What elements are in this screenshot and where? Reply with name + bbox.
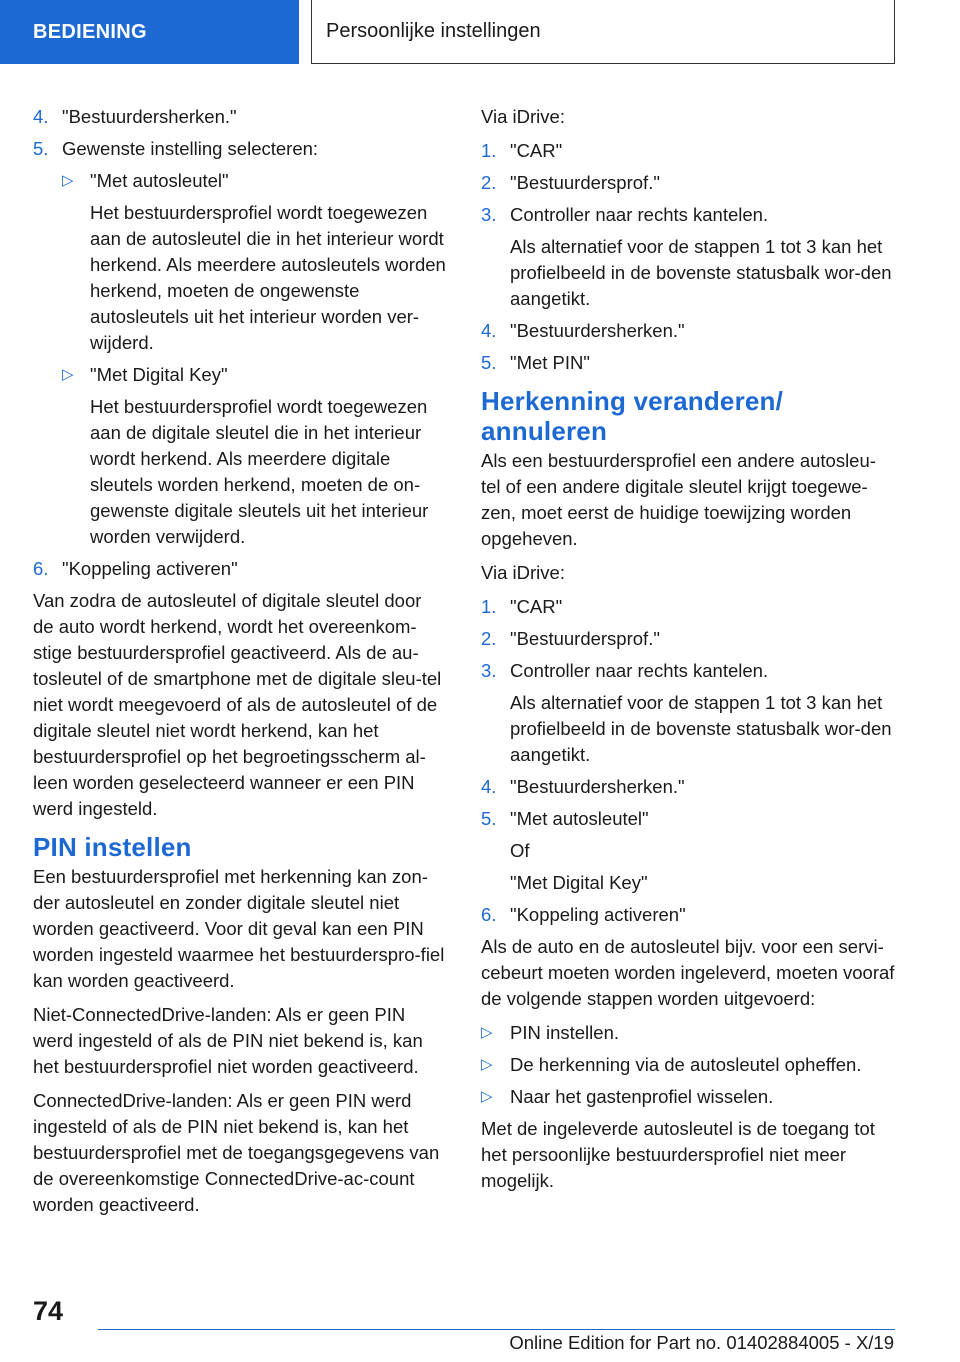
bullet-text: PIN instellen. [510,1022,619,1043]
footer-edition: Online Edition for Part no. 01402884005 - X/19 [509,1332,894,1353]
step-text: "Koppeling activeren" [510,904,686,925]
step-text: Controller naar rechts kantelen. [510,660,769,681]
triangle-right-icon: ▷ [481,1088,493,1105]
list-item [481,350,895,376]
section-heading: PIN instellen [33,832,192,862]
step-number: 2. [481,628,497,649]
footer-divider [98,1329,895,1330]
paragraph: Als de auto en de autosleutel bijv. voor een servi-cebeurt moeten worden ingeleverd, moeten vooraf de volgende stappen worden uitgevoerd: [481,936,895,1009]
paragraph: Niet-ConnectedDrive-landen: Als er geen PIN werd ingesteld of als de PIN niet bekend is, kan het bestuurdersprofiel niet worden geactiveerd. [33,1004,423,1077]
step-description: Als alternatief voor de stappen 1 tot 3 kan het profielbeeld in de bovenste statusbalk wor-den aangetikt. [510,692,892,765]
paragraph: Als een bestuurdersprofiel een andere autosleu-tel of een andere digitale sleutel krijgt toegewe-zen, moet eerst de huidige toewijzing worden opgeheven. [481,450,876,549]
paragraph: Met de ingeleverde autosleutel is de toegang tot het persoonlijke bestuurdersprofiel niet meer mogelijk. [481,1118,875,1191]
list-item [33,136,446,162]
step-number: 5. [481,352,497,373]
list-item [481,202,895,228]
bullet-item [481,1052,895,1078]
paragraph: Via iDrive: [481,106,565,127]
list-item [481,806,895,832]
section-label: BEDIENING [33,20,147,43]
step-number: 4. [33,106,49,127]
step-text: "Met PIN" [510,352,590,373]
step-text: "Bestuurdersprof." [510,172,660,193]
step-number: 4. [481,320,497,341]
list-item [33,556,446,582]
step-number: 6. [481,904,497,925]
step-or-text: Of [510,840,530,861]
triangle-right-icon: ▷ [62,366,74,383]
list-item [33,104,446,130]
bullet-item [33,168,446,194]
step-number: 2. [481,172,497,193]
section-heading: Herkenning veranderen/ annuleren [481,386,784,446]
section-tab [0,0,299,64]
bullet-text: "Met autosleutel" [90,170,229,191]
list-item [481,658,895,684]
bullet-item [33,362,446,388]
step-number: 6. [33,558,49,579]
step-number: 5. [33,138,49,159]
step-text: "Met autosleutel" [510,808,649,829]
step-text: "Bestuurdersherken." [62,106,237,127]
step-text: "Bestuurdersherken." [510,776,685,797]
paragraph: Een bestuurdersprofiel met herkenning kan zon-der autosleutel en zonder digitale sleutel niet worden geactiveerd. Voor dit geval kan een PIN worden ingesteld waarmee het bestuurderspro-fiel kan worden geactiveerd. [33,866,445,991]
bullet-text: De herkenning via de autosleutel opheffen. [510,1054,862,1075]
triangle-right-icon: ▷ [481,1024,493,1041]
step-description: Als alternatief voor de stappen 1 tot 3 kan het profielbeeld in de bovenste statusbalk wor-den aangetikt. [510,236,892,309]
step-number: 3. [481,204,497,225]
list-item [481,138,895,164]
step-text: Controller naar rechts kantelen. [510,204,769,225]
list-item [481,626,895,652]
bullet-description: Het bestuurdersprofiel wordt toegewezen aan de autosleutel die in het interieur wordt herkend. Als meerdere autosleutels worden herkend, moeten de ongewenste autosleutels uit het interieur worden ver-wijderd. [90,202,446,353]
step-number: 3. [481,660,497,681]
bullet-text: Naar het gastenprofiel wisselen. [510,1086,774,1107]
step-number: 1. [481,140,497,161]
bullet-description: Het bestuurdersprofiel wordt toegewezen aan de digitale sleutel die in het interieur wordt herkend. Als meerdere digitale sleutels worden herkend, moeten de on-gewenste digitale sleutels uit het interieur worden verwijderd. [90,396,429,547]
step-text: Gewenste instelling selecteren: [62,138,319,159]
step-text: "CAR" [510,140,563,161]
list-item [481,170,895,196]
page-title-text: Persoonlijke instellingen [326,20,541,42]
step-alt-text: "Met Digital Key" [510,872,648,893]
list-item [481,594,895,620]
bullet-item [481,1020,895,1046]
bullet-item [481,1084,895,1110]
step-number: 4. [481,776,497,797]
page-number: 74 [33,1296,64,1326]
triangle-right-icon: ▷ [62,172,74,189]
triangle-right-icon: ▷ [481,1056,493,1073]
step-text: "Bestuurdersprof." [510,628,660,649]
step-text: "CAR" [510,596,563,617]
list-item [481,318,895,344]
page-title [311,0,895,64]
step-text: "Bestuurdersherken." [510,320,685,341]
step-number: 5. [481,808,497,829]
list-item [481,774,895,800]
list-item [481,902,895,928]
left-column [33,104,446,1226]
paragraph: Via iDrive: [481,562,565,583]
bullet-text: "Met Digital Key" [90,364,228,385]
paragraph: ConnectedDrive-landen: Als er geen PIN werd ingesteld of als de PIN niet bekend is, kan het bestuurdersprofiel met de toegangsgegevens van de overeenkomstige ConnectedDrive-ac-count worden geactiveerd. [33,1090,440,1215]
step-number: 1. [481,596,497,617]
paragraph: Van zodra de autosleutel of digitale sleutel door de auto wordt herkend, wordt het overeenkom-stige bestuurdersprofiel geactiveerd. Als de au-tosleutel of de smartphone met de digitale sleu-tel niet wordt meegevoerd of als de autosleutel of de digitale sleutel niet wordt herkend, kan het bestuurdersprofiel op het begroetingsscherm al-leen worden geselecteerd wanneer er een PIN werd ingesteld. [33,590,442,819]
right-column [481,104,895,1202]
step-text: "Koppeling activeren" [62,558,238,579]
